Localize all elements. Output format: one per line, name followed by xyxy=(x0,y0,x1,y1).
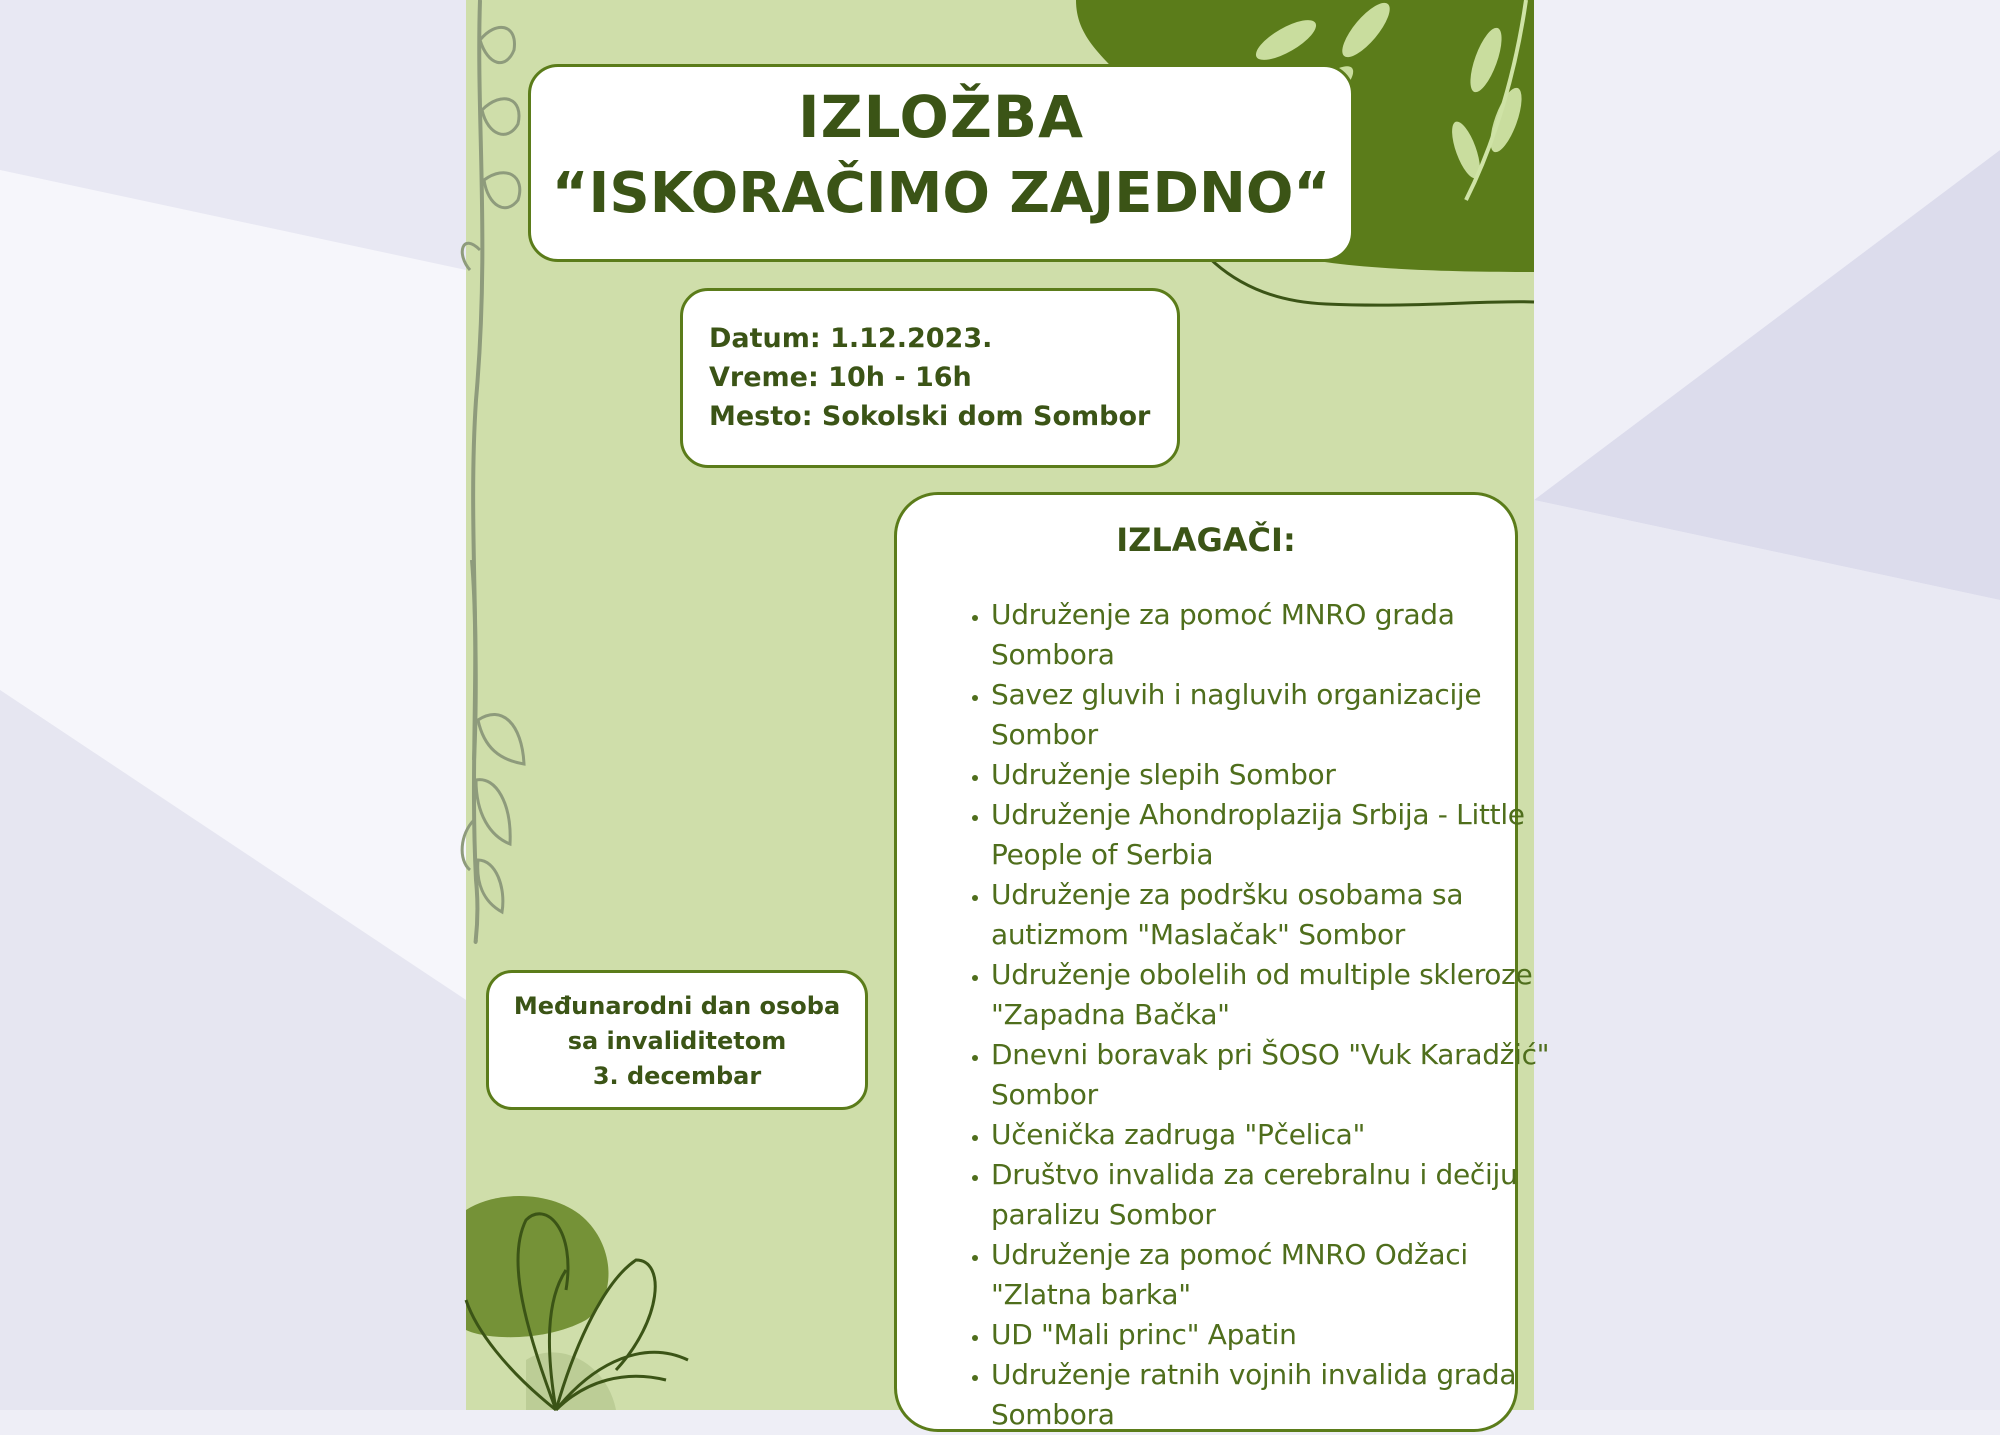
list-item: • Udruženje Ahondroplazija Srbija - Little People of Serbia xyxy=(991,795,1551,875)
event-date: Datum: 1.12.2023. xyxy=(709,323,993,354)
list-item: • Dnevni boravak pri ŠOSO "Vuk Karadžić" Sombor xyxy=(991,1035,1551,1115)
event-place: Mesto: Sokolski dom Sombor xyxy=(709,401,1151,432)
list-item: • Udruženje obolelih od multiple skleroze "Zapadna Bačka" xyxy=(991,955,1551,1035)
title-box xyxy=(528,64,1354,262)
day-note-line: sa invaliditetom xyxy=(567,1027,787,1055)
list-item: • Udruženje slepih Sombor xyxy=(991,755,1551,795)
list-item: • Učenička zadruga "Pčelica" xyxy=(991,1115,1551,1155)
list-item: • Udruženje za podršku osobama sa autizmom "Maslačak" Sombor xyxy=(991,875,1551,955)
page-title: IZLOŽBA xyxy=(798,83,1084,151)
list-item: • Savez gluvih i nagluvih organizacije Sombor xyxy=(991,675,1551,755)
poster xyxy=(466,0,1550,1431)
exhibitors-heading: IZLAGAČI: xyxy=(1116,521,1296,559)
day-note-date: 3. decembar xyxy=(592,1062,762,1090)
list-item: • Udruženje za pomoć MNRO grada Sombora xyxy=(991,595,1551,675)
list-item: • UD "Mali princ" Apatin xyxy=(991,1315,1551,1355)
event-info-box xyxy=(680,288,1180,468)
event-time: Vreme: 10h - 16h xyxy=(709,362,972,393)
day-note-line: Međunarodni dan osoba xyxy=(513,992,841,1020)
list-item: • Udruženje za pomoć MNRO Odžaci "Zlatna barka" xyxy=(991,1235,1551,1315)
exhibitors-list xyxy=(951,595,1551,1435)
list-item: • Društvo invalida za cerebralnu i dečiju paralizu Sombor xyxy=(991,1155,1551,1235)
international-day-box xyxy=(486,970,868,1110)
exhibition-name: “ISKORAČIMO ZAJEDNO“ xyxy=(551,161,1331,226)
exhibitors-box xyxy=(894,492,1550,1432)
list-item: • Udruženje ratnih vojnih invalida grada Sombora xyxy=(991,1355,1551,1435)
